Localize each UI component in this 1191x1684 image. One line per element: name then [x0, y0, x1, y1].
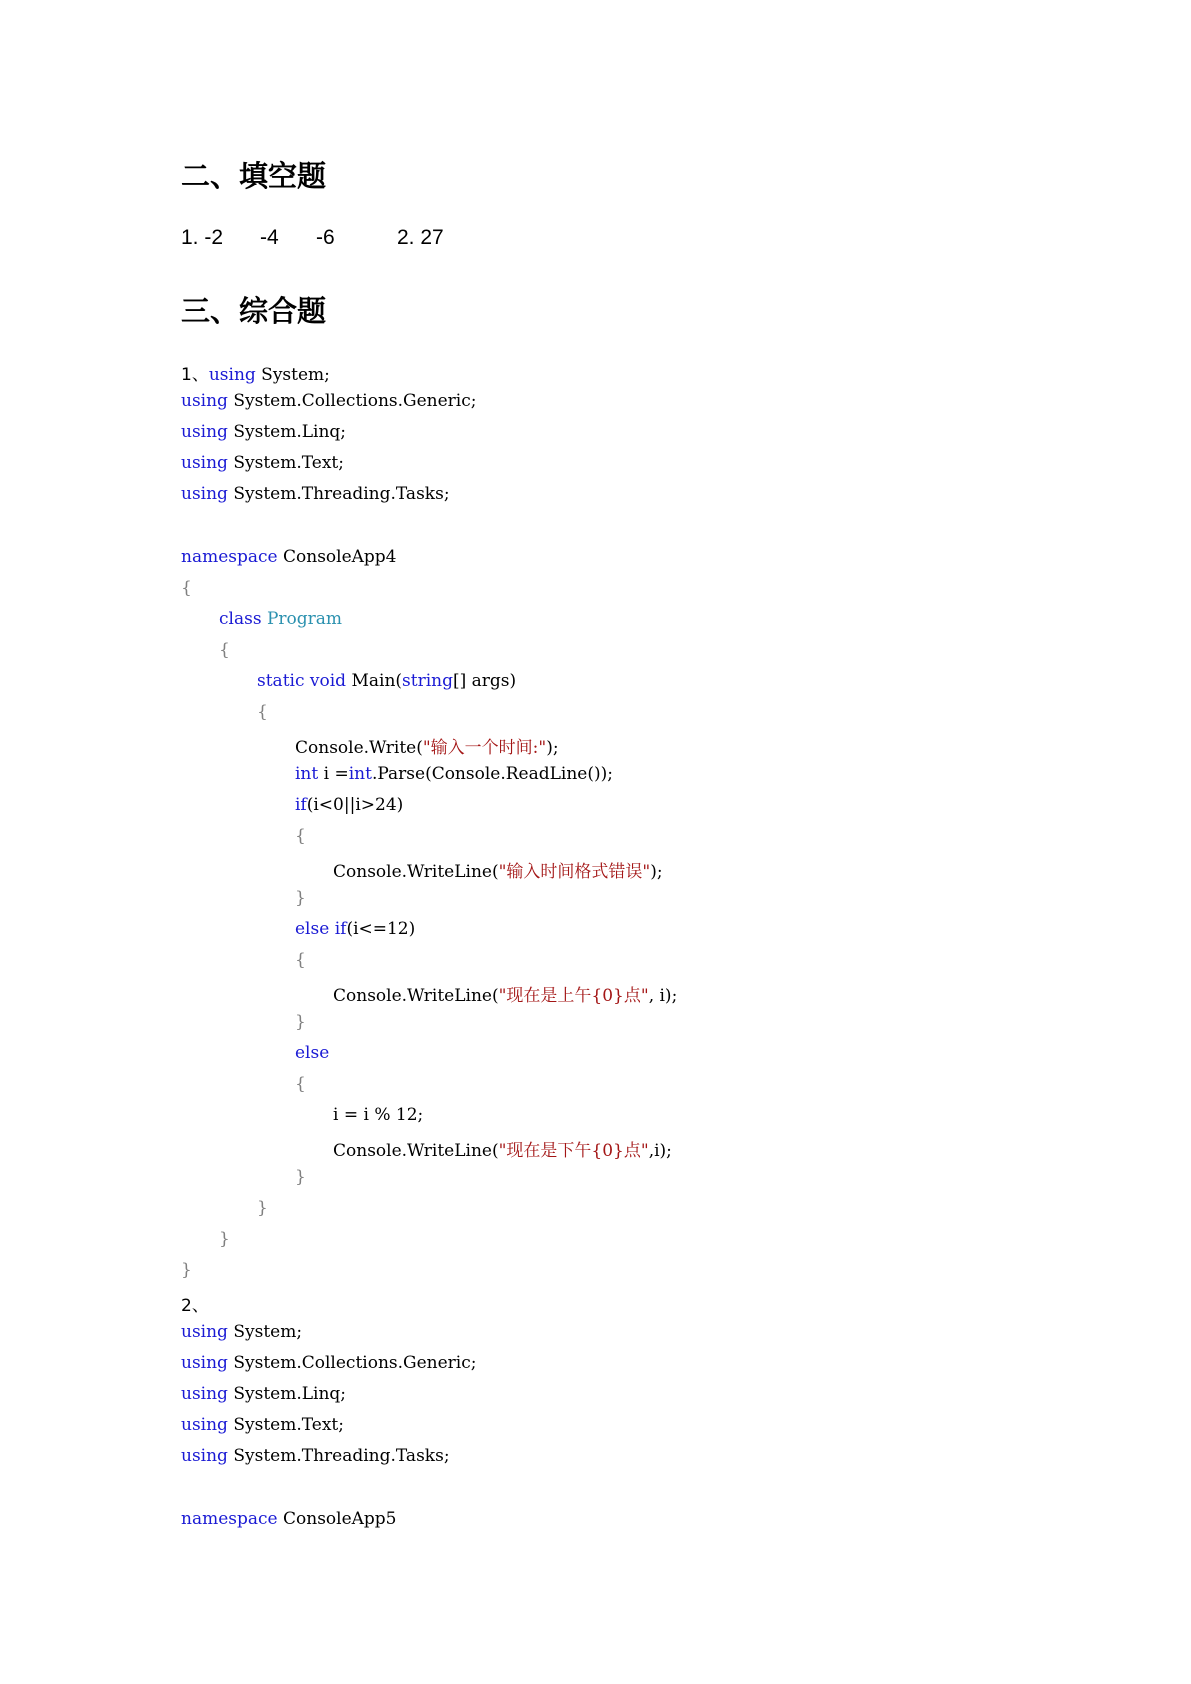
- code-line: 1、using System;: [181, 365, 330, 385]
- code-line: [181, 1291, 209, 1316]
- code-line: namespace ConsoleApp4: [181, 547, 397, 567]
- code-line: {: [257, 702, 268, 722]
- code-line: {: [295, 826, 306, 846]
- code-line: using System;: [181, 1322, 303, 1342]
- code-line: Console.WriteLine("现在是上午{0}点", i);: [333, 986, 678, 1006]
- code-token: using: [208, 365, 256, 385]
- code-line: Console.WriteLine("现在是下午{0}点",i);: [333, 1141, 672, 1161]
- code-line: }: [295, 1167, 306, 1187]
- code-line: Console.Write("输入一个时间:");: [295, 738, 559, 758]
- code-line: }: [219, 1229, 230, 1249]
- code-line: using System.Collections.Generic;: [181, 391, 477, 411]
- code-line: {: [219, 640, 230, 660]
- question-number-2: 2、: [181, 1296, 209, 1316]
- answer-1b: -4: [260, 226, 279, 249]
- code-line: using System.Linq;: [181, 422, 347, 442]
- code-line: class Program: [219, 609, 343, 629]
- fill-blank-heading: 二、填空题: [181, 159, 327, 193]
- code-line: {: [295, 1074, 306, 1094]
- comprehensive-heading: 三、综合题: [181, 294, 327, 328]
- code-line: i = i % 12;: [333, 1105, 424, 1125]
- code-line: }: [295, 1012, 306, 1032]
- code-line: {: [295, 950, 306, 970]
- code-line: using System.Text;: [181, 1415, 344, 1435]
- answer-1c: -6: [316, 226, 335, 249]
- question-number-1: 1、: [181, 365, 209, 385]
- code-line: Console.WriteLine("输入时间格式错误");: [333, 862, 663, 882]
- code-line: {: [181, 578, 192, 598]
- code-line: static void Main(string[] args): [257, 671, 517, 691]
- code-line: int i =int.Parse(Console.ReadLine());: [295, 764, 613, 784]
- code-line: using System.Threading.Tasks;: [181, 484, 450, 504]
- code-line: using System.Text;: [181, 453, 344, 473]
- code-line: }: [257, 1198, 268, 1218]
- code-line: namespace ConsoleApp5: [181, 1509, 397, 1529]
- answer-2: 2. 27: [397, 226, 444, 249]
- answer-1: 1. -2: [181, 226, 224, 249]
- code-line: }: [295, 888, 306, 908]
- code-line: else if(i<=12): [295, 919, 416, 939]
- code-line: using System.Linq;: [181, 1384, 347, 1404]
- code-line: using System.Collections.Generic;: [181, 1353, 477, 1373]
- code-line: else: [295, 1043, 330, 1063]
- code-line: }: [181, 1260, 192, 1280]
- code-line: using System.Threading.Tasks;: [181, 1446, 450, 1466]
- code-line: if(i<0||i>24): [295, 795, 404, 815]
